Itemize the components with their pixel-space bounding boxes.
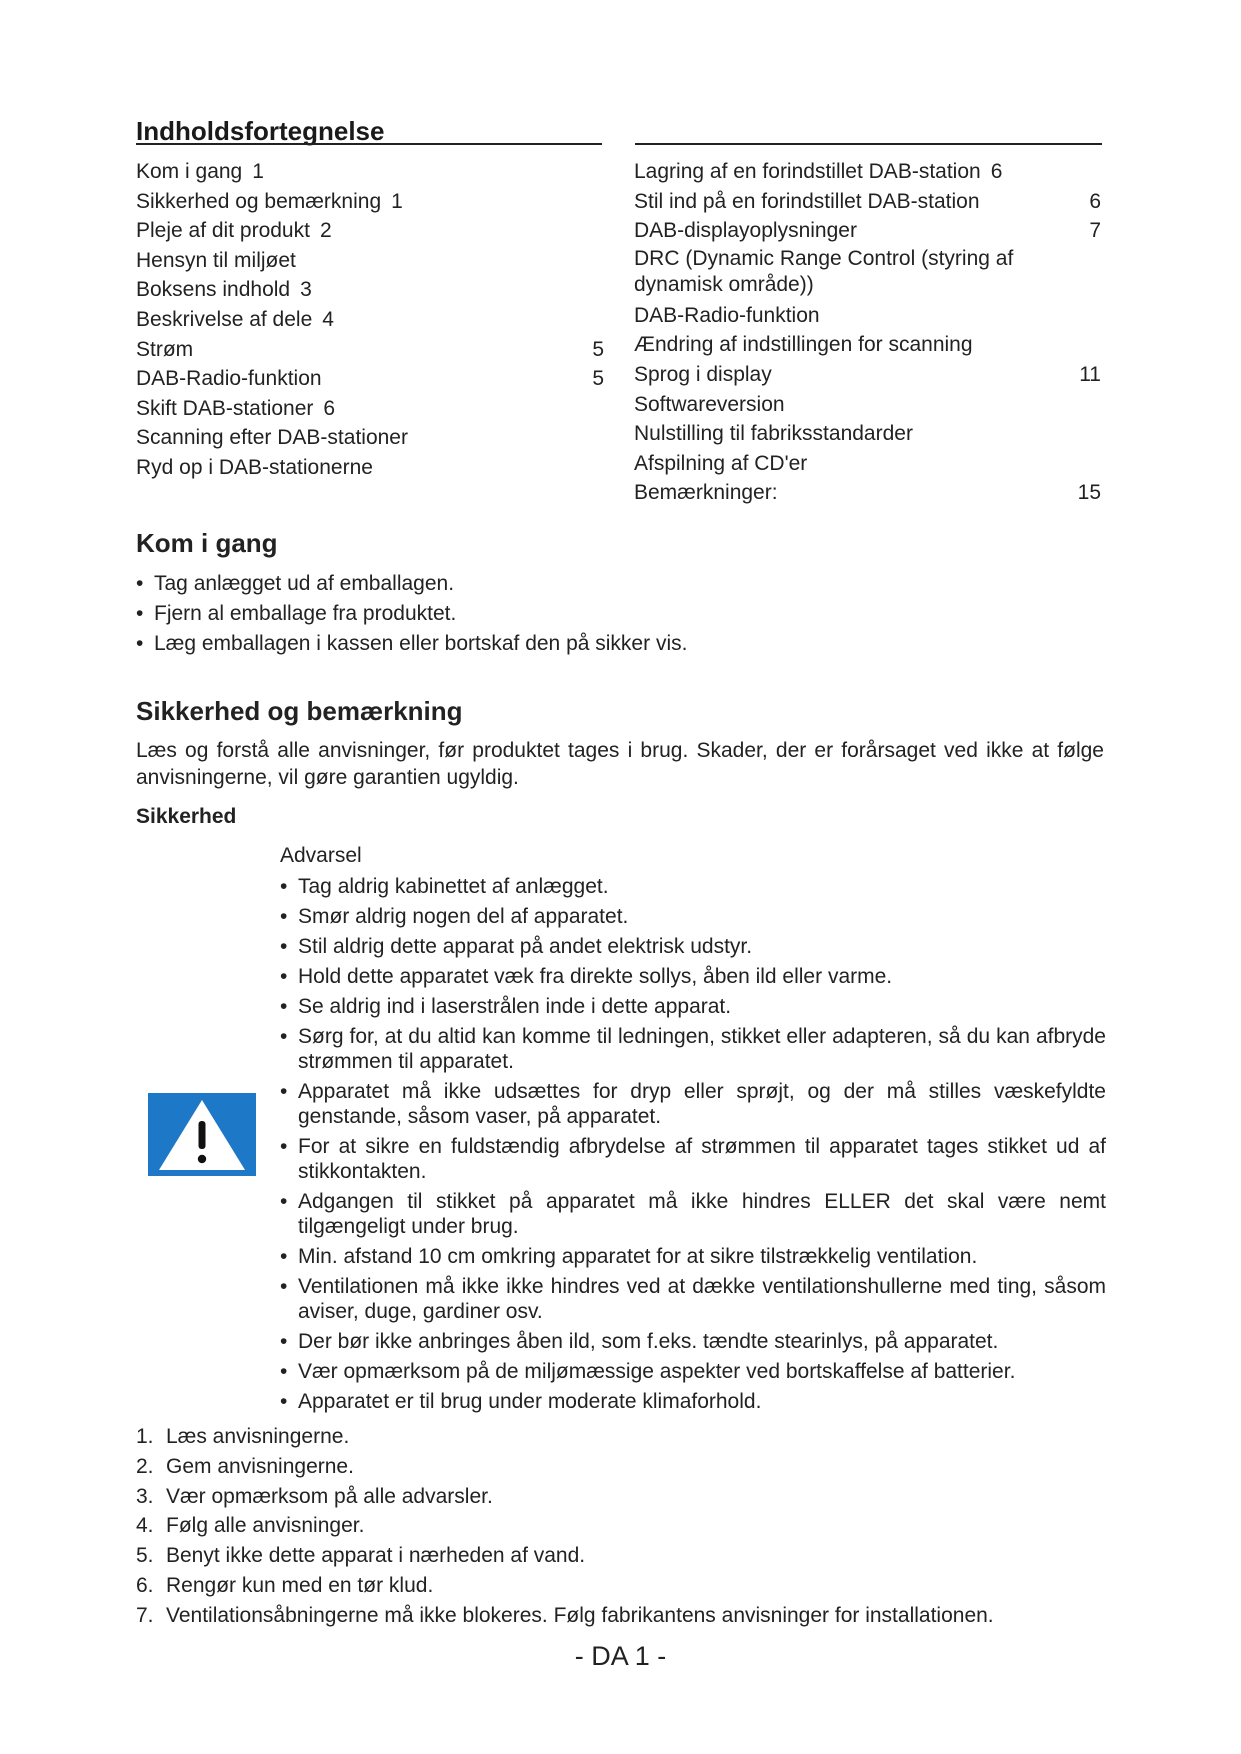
- toc-entry: [136, 394, 604, 424]
- instruction-text: Benyt ikke dette apparat i nærheden af vand.: [166, 1544, 586, 1568]
- toc-entry: [136, 216, 604, 246]
- section-heading-getting-started: Kom i gang: [136, 528, 278, 558]
- toc-entry-page: 1: [391, 189, 403, 213]
- instruction-item: [136, 1571, 1104, 1601]
- list-item: • Læg emballagen i kassen eller bortskaf den på sikker vis.: [134, 629, 1034, 659]
- instruction-item: [136, 1482, 1104, 1512]
- toc-entry: [136, 423, 604, 453]
- safety-intro: Læs og forstå alle anvisninger, før produktet tages i brug. Skader, der er forårsaget ved ikke at følge anvisningerne, vil gøre garantien ugyldig.: [136, 739, 1104, 789]
- toc-entry: [634, 449, 1101, 479]
- instruction-list: [136, 1422, 1104, 1631]
- toc-entry-title: Beskrivelse af dele: [136, 307, 313, 331]
- getting-started-list: [134, 569, 1034, 659]
- instruction-number: 5.: [136, 1544, 154, 1568]
- instruction-number: 7.: [136, 1603, 154, 1627]
- warning-item: • Ventilationen må ikke ikke hindres ved at dække ventilationshullerne med ting, såsom aviser, duge, gardiner osv.: [278, 1274, 1106, 1324]
- warning-item: • Der bør ikke anbringes åben ild, som f.eks. tændte stearinlys, på apparatet.: [278, 1329, 1106, 1354]
- toc-entry-title: DAB-Radio-funktion: [634, 303, 820, 327]
- toc-entry-title: Pleje af dit produkt: [136, 219, 310, 243]
- toc-entry-page: 3: [300, 278, 312, 302]
- section-heading-safety: Sikkerhed og bemærkning: [136, 696, 463, 726]
- warning-triangle-icon: [148, 1093, 256, 1176]
- toc-entry: [136, 305, 604, 335]
- toc-entry-title: Scanning efter DAB-stationer: [136, 426, 408, 450]
- instruction-number: 1.: [136, 1425, 154, 1448]
- instruction-item: [136, 1601, 1104, 1631]
- instruction-number: 6.: [136, 1573, 154, 1597]
- toc-entry-title: Boksens indhold: [136, 278, 291, 302]
- toc-left-column: [136, 157, 604, 483]
- instruction-item: [136, 1541, 1104, 1571]
- toc-entry: [136, 187, 604, 217]
- toc-rule-left: [136, 143, 602, 145]
- toc-entry: [634, 187, 1101, 217]
- toc-entry-title: Lagring af en forindstillet DAB-station: [634, 160, 981, 183]
- toc-entry-page: 6: [1089, 189, 1101, 213]
- toc-entry: [634, 390, 1101, 420]
- warning-item: • Tag aldrig kabinettet af anlægget.: [278, 874, 1106, 899]
- warning-item: • Sørg for, at du altid kan komme til ledningen, stikket eller adapteren, så du kan afbryde strømmen til apparatet.: [278, 1024, 1106, 1074]
- toc-entry-page: 5: [592, 337, 604, 361]
- toc-entry: [634, 419, 1101, 449]
- instruction-text: Rengør kun med en tør klud.: [166, 1573, 434, 1597]
- toc-entry-page: 6: [990, 160, 1003, 183]
- warning-item: • Apparatet er til brug under moderate klimaforhold.: [278, 1389, 1106, 1414]
- toc-entry-title: Nulstilling til fabriksstandarder: [634, 422, 913, 446]
- page-number: - DA 1 -: [574, 1641, 667, 1671]
- warning-item: • Apparatet må ikke udsættes for dryp eller sprøjt, og der må stilles væskefyldte genstande, såsom vaser, på apparatet.: [278, 1079, 1106, 1129]
- warning-item: • Hold dette apparatet væk fra direkte sollys, åben ild eller varme.: [278, 964, 1106, 989]
- toc-entry-title: Afspilning af CD'er: [634, 451, 808, 475]
- toc-entry: [136, 335, 604, 365]
- instruction-number: 4.: [136, 1514, 154, 1538]
- warning-item: • Smør aldrig nogen del af apparatet.: [278, 904, 1106, 929]
- toc-entry-page: 7: [1089, 219, 1101, 243]
- instruction-number: 3.: [136, 1484, 154, 1508]
- toc-entry: [634, 301, 1101, 331]
- toc-title: Indholdsfortegnelse: [136, 116, 385, 146]
- toc-entry-title: Strøm: [136, 337, 194, 361]
- toc-entry: [634, 157, 1101, 187]
- toc-entry: [634, 246, 1101, 301]
- instruction-item: [136, 1511, 1104, 1541]
- toc-entry-page: 15: [1077, 481, 1101, 505]
- list-item: • Fjern al emballage fra produktet.: [134, 599, 1034, 629]
- toc-right-column: [634, 157, 1101, 508]
- toc-entry-title: Ændring af indstillingen for scanning: [634, 333, 973, 357]
- toc-entry-page: 5: [592, 367, 604, 391]
- instruction-item: [136, 1452, 1104, 1482]
- toc-entry: [634, 478, 1101, 508]
- warning-list: [278, 874, 1106, 1419]
- instruction-text: Ventilationsåbningerne må ikke blokeres. Følg fabrikantens anvisninger for installationen.: [166, 1603, 994, 1627]
- toc-entry-page: 2: [319, 219, 332, 243]
- toc-entry: [136, 453, 604, 483]
- warning-item: • Min. afstand 10 cm omkring apparatet for at sikre tilstrækkelig ventilation.: [278, 1244, 1106, 1269]
- toc-entry-title: Kom i gang: [136, 160, 243, 183]
- list-item: • Tag anlægget ud af emballagen.: [134, 569, 1034, 599]
- toc-entry-title: Stil ind på en forindstillet DAB-station: [634, 189, 980, 213]
- toc-entry-title: Ryd op i DAB-stationerne: [136, 455, 373, 479]
- instruction-text: Gem anvisningerne.: [166, 1454, 354, 1478]
- toc-entry-title: Bemærkninger:: [634, 481, 778, 505]
- warning-item: • Adgangen til stikket på apparatet må ikke hindres ELLER det skal være nemt tilgængeligt under brug.: [278, 1189, 1106, 1239]
- safety-subheading: Sikkerhed: [136, 805, 237, 828]
- toc-entry-title: Skift DAB-stationer: [136, 396, 314, 420]
- toc-entry-page: 11: [1079, 362, 1101, 386]
- toc-entry-page: 4: [322, 307, 334, 331]
- toc-entry: [634, 360, 1101, 390]
- instruction-number: 2.: [136, 1454, 154, 1478]
- toc-entry-title: Sprog i display: [634, 362, 772, 386]
- instruction-text: Læs anvisningerne.: [166, 1425, 350, 1448]
- warning-item: • Stil aldrig dette apparat på andet elektrisk udstyr.: [278, 934, 1106, 959]
- toc-entry-title: DAB-displayoplysninger: [634, 219, 857, 243]
- instruction-text: Følg alle anvisninger.: [166, 1514, 365, 1538]
- toc-entry: [136, 157, 604, 187]
- toc-entry: [136, 246, 604, 276]
- toc-entry: [634, 216, 1101, 246]
- toc-entry: [634, 330, 1101, 360]
- warning-item: • Vær opmærksom på de miljømæssige aspekter ved bortskaffelse af batterier.: [278, 1359, 1106, 1384]
- toc-rule-right: [635, 143, 1102, 145]
- toc-entry: [136, 364, 604, 394]
- toc-entry-title: Hensyn til miljøet: [136, 248, 296, 272]
- instruction-item: [136, 1422, 1104, 1452]
- warning-item: • For at sikre en fuldstændig afbrydelse af strømmen til apparatet tages stikket ud af stikkontakten.: [278, 1134, 1106, 1184]
- instruction-text: Vær opmærksom på alle advarsler.: [166, 1484, 493, 1508]
- toc-entry-title: Softwareversion: [634, 392, 785, 416]
- toc-entry-page: 6: [323, 396, 336, 420]
- warning-label: Advarsel: [280, 844, 362, 867]
- warning-item: • Se aldrig ind i laserstrålen inde i dette apparat.: [278, 994, 1106, 1019]
- toc-entry: [136, 275, 604, 305]
- toc-entry-title: DAB-Radio-funktion: [136, 367, 322, 391]
- toc-entry-title: DRC (Dynamic Range Control (styring af dynamisk område)): [634, 246, 1014, 296]
- toc-entry-page: 1: [252, 160, 264, 183]
- toc-entry-title: Sikkerhed og bemærkning: [136, 189, 382, 213]
